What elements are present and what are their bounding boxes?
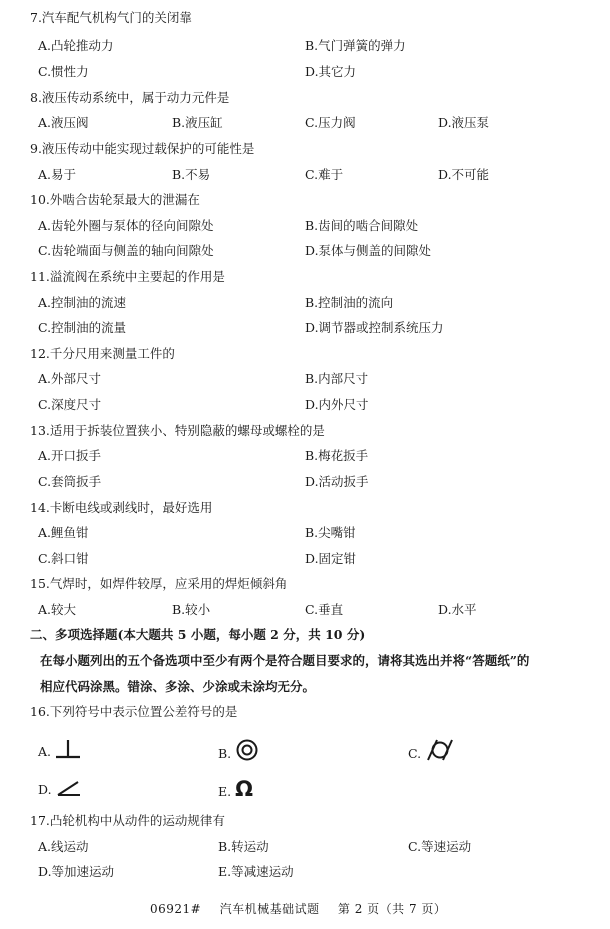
option-7b: B.气门弹簧的弹力 [305, 38, 406, 53]
option-16d-label: D. [38, 782, 52, 797]
option-9c: C.难于 [305, 167, 344, 182]
question-8: 8.液压传动系统中，属于动力元件是 [30, 90, 230, 105]
option-15d: D.水平 [438, 602, 477, 617]
concentricity-icon [235, 738, 259, 762]
option-16a [38, 738, 81, 760]
option-15a: A.较大 [38, 602, 77, 617]
option-11c: C.控制油的流量 [38, 320, 127, 335]
exam-code: 06921# [150, 902, 202, 916]
option-14a: A.鲤鱼钳 [38, 525, 89, 540]
exam-title: 汽车机械基础试题 [219, 902, 320, 916]
question-7: 7.汽车配气机构气门的关闭靠 [30, 10, 192, 25]
option-16e-label: E. [218, 784, 232, 799]
omega-icon: Ω [235, 777, 253, 801]
section-2-instruction-line-2: 相应代码涂黑。错涂、多涂、少涂或未涂均无分。 [40, 679, 316, 694]
option-8a: A.液压阀 [38, 115, 89, 130]
option-16b [218, 738, 259, 762]
option-16d [38, 778, 82, 798]
option-9d: D.不可能 [438, 167, 490, 182]
option-12b: B.内部尺寸 [305, 371, 369, 386]
option-9a: A.易于 [38, 167, 77, 182]
option-14c: C.斜口钳 [38, 551, 89, 566]
option-17e: E.等减速运动 [218, 864, 294, 879]
option-10a: A.齿轮外圈与泵体的径向间隙处 [38, 218, 214, 233]
perpendicularity-icon [55, 738, 81, 760]
option-13d: D.活动扳手 [305, 474, 369, 489]
page-number: 第 2 页（共 7 页） [337, 902, 447, 916]
option-17c: C.等速运动 [408, 839, 472, 854]
option-17a: A.线运动 [38, 839, 89, 854]
option-16b-label: B. [218, 746, 232, 761]
question-14: 14.卡断电线或剥线时，最好选用 [30, 500, 213, 515]
option-8d: D.液压泵 [438, 115, 490, 130]
option-15b: B.较小 [172, 602, 211, 617]
option-7a: A.凸轮推动力 [38, 38, 114, 53]
page-footer [150, 900, 460, 917]
option-12a: A.外部尺寸 [38, 371, 102, 386]
option-11d: D.调节器或控制系统压力 [305, 320, 444, 335]
option-8b: B.液压缸 [172, 115, 223, 130]
option-9b: B.不易 [172, 167, 211, 182]
option-12d: D.内外尺寸 [305, 397, 369, 412]
option-10d: D.泵体与侧盖的间隙处 [305, 243, 432, 258]
option-16a-label: A. [38, 744, 52, 759]
question-17: 17.凸轮机构中从动件的运动规律有 [30, 813, 225, 828]
question-15: 15.气焊时，如焊件较厚，应采用的焊炬倾斜角 [30, 576, 288, 591]
option-16e [218, 778, 253, 800]
question-10: 10.外啮合齿轮泵最大的泄漏在 [30, 192, 200, 207]
question-16: 16.下列符号中表示位置公差符号的是 [30, 704, 238, 719]
angularity-icon [56, 778, 82, 798]
option-14b: B.尖嘴钳 [305, 525, 356, 540]
option-17b: B.转运动 [218, 839, 269, 854]
section-2-title: 二、多项选择题(本大题共 5 小题，每小题 2 分，共 10 分) [30, 627, 366, 642]
option-14d: D.固定钳 [305, 551, 357, 566]
question-12: 12.千分尺用来测量工件的 [30, 346, 175, 361]
section-2-instruction-line-1: 在每小题列出的五个备选项中至少有两个是符合题目要求的，请将其选出并将“答题纸”的 [40, 653, 530, 668]
option-11a: A.控制油的流速 [38, 295, 127, 310]
option-10b: B.齿间的啮合间隙处 [305, 218, 419, 233]
question-13: 13.适用于拆装位置狭小、特别隐蔽的螺母或螺栓的是 [30, 423, 325, 438]
option-17d: D.等加速运动 [38, 864, 115, 879]
option-12c: C.深度尺寸 [38, 397, 102, 412]
option-13c: C.套筒扳手 [38, 474, 102, 489]
question-9: 9.液压传动中能实现过载保护的可能性是 [30, 141, 255, 156]
option-11b: B.控制油的流向 [305, 295, 394, 310]
question-11: 11.溢流阀在系统中主要起的作用是 [30, 269, 225, 284]
option-13b: B.梅花扳手 [305, 448, 369, 463]
option-16c-label: C. [408, 746, 422, 761]
option-10c: C.齿轮端面与侧盖的轴向间隙处 [38, 243, 214, 258]
option-16c [408, 738, 457, 762]
option-7d: D.其它力 [305, 64, 357, 79]
option-7c: C.惯性力 [38, 64, 89, 79]
option-13a: A.开口扳手 [38, 448, 102, 463]
option-8c: C.压力阀 [305, 115, 356, 130]
option-15c: C.垂直 [305, 602, 344, 617]
cylindricity-icon [425, 738, 457, 762]
